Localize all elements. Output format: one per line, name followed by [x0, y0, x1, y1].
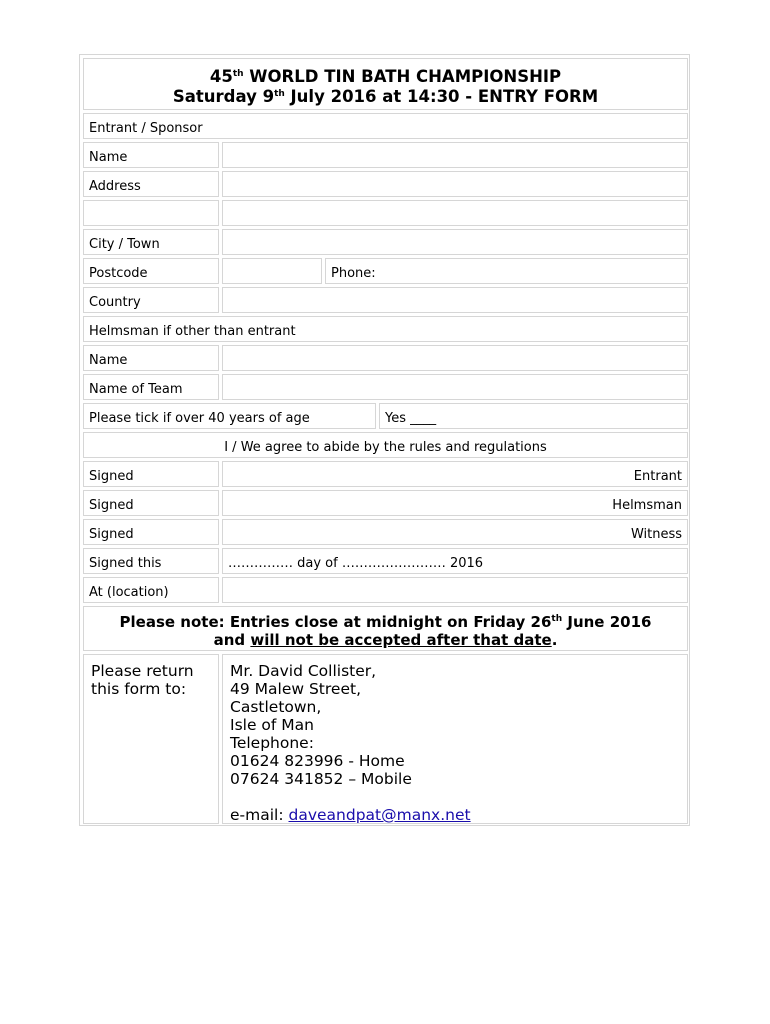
age-yes-field[interactable]: Yes ____ [379, 403, 688, 429]
note-line-2: and will not be accepted after that date. [213, 631, 558, 649]
agreement-text: I / We agree to abide by the rules and regulations [83, 432, 688, 458]
signed-this-label: Signed this [83, 548, 219, 574]
country-label: Country [83, 287, 219, 313]
phone-field[interactable]: Phone: [325, 258, 688, 284]
form-title [83, 58, 688, 110]
entrant-sponsor-header: Entrant / Sponsor [83, 113, 688, 139]
signed-entrant-label: Signed [83, 461, 219, 487]
postcode-label: Postcode [83, 258, 219, 284]
location-label: At (location) [83, 577, 219, 603]
signed-date-field[interactable]: …………… day of …………………… 2016 [222, 548, 688, 574]
city-town-label: City / Town [83, 229, 219, 255]
email-link[interactable]: daveandpat@manx.net [288, 806, 471, 824]
return-address [222, 654, 688, 824]
address-line: Castletown, [230, 698, 322, 716]
address-line: Telephone: [230, 734, 314, 752]
address-field-1[interactable] [222, 171, 688, 197]
helmsman-header: Helmsman if other than entrant [83, 316, 688, 342]
team-name-label: Name of Team [83, 374, 219, 400]
team-name-field[interactable] [222, 374, 688, 400]
helmsman-name-field[interactable] [222, 345, 688, 371]
address-line: 01624 823996 - Home [230, 752, 405, 770]
signed-entrant-field[interactable]: Entrant [222, 461, 688, 487]
spacer [230, 788, 680, 806]
address-field-2[interactable] [222, 200, 688, 226]
signed-witness-field[interactable]: Witness [222, 519, 688, 545]
location-field[interactable] [222, 577, 688, 603]
entries-close-note [83, 606, 688, 651]
signed-witness-label: Signed [83, 519, 219, 545]
address-line: Mr. David Collister, [230, 662, 377, 680]
city-town-field[interactable] [222, 229, 688, 255]
name-label: Name [83, 142, 219, 168]
country-field[interactable] [222, 287, 688, 313]
address-line: 07624 341852 – Mobile [230, 770, 412, 788]
signed-helmsman-field[interactable]: Helmsman [222, 490, 688, 516]
note-line-1: Please note: Entries close at midnight on Friday 26th June 2016 [119, 613, 652, 631]
name-field[interactable] [222, 142, 688, 168]
address-line: Isle of Man [230, 716, 314, 734]
address-label: Address [83, 171, 219, 197]
title-line-1: 45th WORLD TIN BATH CHAMPIONSHIP [209, 67, 562, 86]
email-label: e-mail: [230, 806, 289, 824]
address-line2-label [83, 200, 219, 226]
age-tick-label: Please tick if over 40 years of age [83, 403, 376, 429]
helmsman-name-label: Name [83, 345, 219, 371]
return-label: Please return this form to: [83, 654, 219, 824]
entry-form [79, 54, 690, 826]
title-line-2: Saturday 9th July 2016 at 14:30 - ENTRY FORM [172, 87, 599, 106]
signed-helmsman-label: Signed [83, 490, 219, 516]
address-line: 49 Malew Street, [230, 680, 361, 698]
postcode-field[interactable] [222, 258, 322, 284]
